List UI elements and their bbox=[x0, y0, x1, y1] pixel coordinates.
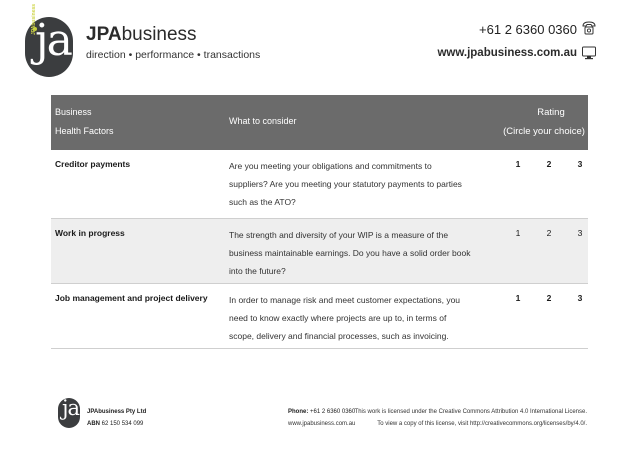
footer-abn bbox=[87, 421, 143, 427]
rating-option-1[interactable]: 1 bbox=[515, 293, 521, 303]
table-row bbox=[51, 219, 588, 284]
header-website[interactable]: www.jpabusiness.com.au bbox=[437, 47, 577, 59]
footer-logo-letters: ja bbox=[62, 396, 80, 420]
header-phone: +61 2 6360 0360 bbox=[479, 22, 577, 37]
jpa-logo bbox=[25, 3, 73, 77]
footer-company: JPAbusiness Pty Ltd bbox=[87, 409, 147, 415]
rating-option-2[interactable]: 2 bbox=[546, 159, 552, 169]
description-line: scope, delivery and financial processes, such as invoicing. bbox=[229, 331, 449, 341]
logo-vertical-text: JPAbusiness bbox=[31, 3, 37, 35]
brand-name bbox=[86, 24, 197, 46]
description-line: suppliers? Are you meeting your statutory payments to parties bbox=[229, 179, 462, 189]
description-line: In order to manage risk and meet customer expectations, you bbox=[229, 295, 461, 305]
footer-abn-value: 62 150 534 099 bbox=[101, 421, 144, 427]
table-header bbox=[51, 95, 588, 150]
footer-phone-value: +61 2 6360 0360 bbox=[310, 409, 356, 415]
header-what-to-consider: What to consider bbox=[229, 116, 297, 126]
rating-options bbox=[513, 228, 585, 238]
header-circle-choice: (Circle your choice) bbox=[503, 126, 585, 137]
factor-name: Job management and project delivery bbox=[55, 293, 208, 303]
header-health-factors: Health Factors bbox=[55, 126, 114, 136]
footer-license-line1: This work is licensed under the Creative Commons Attribution 4.0 International License. bbox=[354, 409, 587, 415]
table-row bbox=[51, 284, 588, 349]
factor-description bbox=[229, 157, 497, 211]
description-line: The strength and diversity of your WIP is a measure of the bbox=[229, 230, 449, 240]
health-factors-table bbox=[51, 95, 588, 349]
description-line: business maintainable earnings. Do you have a solid order book bbox=[229, 248, 471, 258]
header-rating: Rating bbox=[537, 107, 565, 118]
footer-license-line2[interactable]: To view a copy of this license, visit http://creativecommons.org/licenses/by/4.0/. bbox=[377, 421, 587, 427]
rating-option-1[interactable]: 1 bbox=[515, 228, 521, 238]
monitor-icon bbox=[581, 45, 597, 61]
rating-options bbox=[513, 293, 585, 303]
factor-name: Creditor payments bbox=[55, 159, 131, 169]
footer-logo bbox=[58, 398, 80, 428]
rating-option-2[interactable]: 2 bbox=[546, 293, 552, 303]
rating-option-3[interactable]: 3 bbox=[577, 159, 583, 169]
description-line: Are you meeting your obligations and commitments to bbox=[229, 161, 432, 171]
footer-website[interactable]: www.jpabusiness.com.au bbox=[288, 421, 356, 427]
description-line: such as the ATO? bbox=[229, 197, 296, 207]
header-business: Business bbox=[55, 107, 92, 117]
tagline: direction • performance • transactions bbox=[86, 49, 261, 61]
footer-phone-label: Phone: bbox=[288, 409, 309, 415]
footer-phone bbox=[288, 409, 355, 415]
factor-description bbox=[229, 226, 497, 280]
logo-letters: ja bbox=[35, 15, 71, 66]
brand-name-bold: JPA bbox=[86, 24, 122, 45]
rating-option-1[interactable]: 1 bbox=[515, 159, 521, 169]
rating-option-3[interactable]: 3 bbox=[577, 293, 583, 303]
footer-abn-label: ABN bbox=[87, 421, 100, 427]
rating-options bbox=[513, 159, 585, 169]
factor-name: Work in progress bbox=[55, 228, 125, 238]
phone-icon bbox=[581, 20, 597, 36]
rating-option-3[interactable]: 3 bbox=[577, 228, 583, 238]
factor-description bbox=[229, 291, 497, 345]
table-row bbox=[51, 150, 588, 219]
description-line: need to know exactly where projects are up to, in terms of bbox=[229, 313, 447, 323]
description-line: into the future? bbox=[229, 266, 286, 276]
rating-option-2[interactable]: 2 bbox=[546, 228, 552, 238]
brand-name-rest: business bbox=[121, 24, 197, 45]
